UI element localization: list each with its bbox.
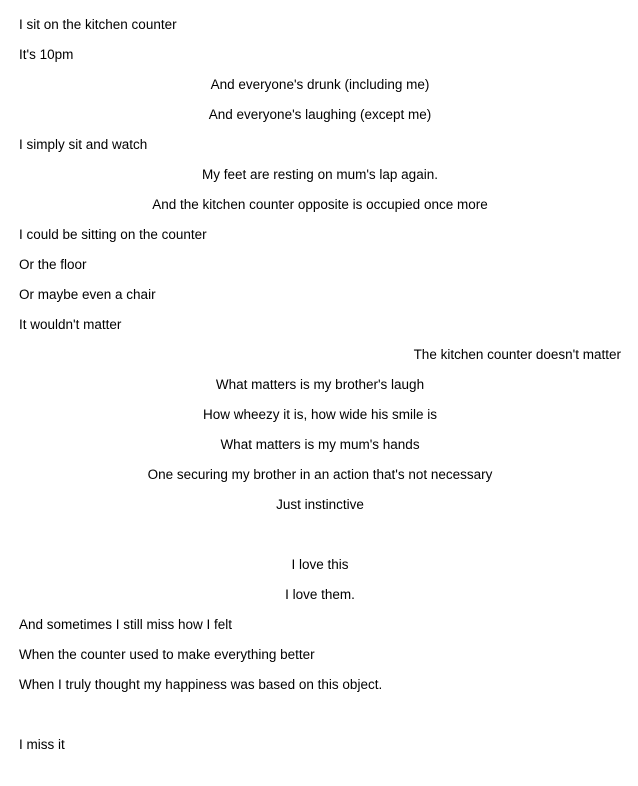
- poem-line-14: How wheezy it is, how wide his smile is: [202, 407, 438, 422]
- stanza-break: [19, 704, 621, 734]
- poem-line-13: What matters is my brother's laugh: [215, 377, 425, 392]
- poem-line-20: And sometimes I still miss how I felt: [19, 617, 233, 632]
- poem-line-17: Just instinctive: [276, 497, 364, 512]
- poem-line-12: The kitchen counter doesn't matter: [413, 347, 621, 362]
- poem-line-16: One securing my brother in an action that's not necessary: [147, 467, 493, 482]
- poem-line-21: When the counter used to make everything better: [19, 647, 315, 662]
- poem-line-6: My feet are resting on mum's lap again.: [202, 167, 438, 182]
- poem-line-2: It's 10pm: [19, 47, 74, 62]
- poem-line-18: I love this: [291, 557, 349, 572]
- poem-line-5: I simply sit and watch: [19, 137, 148, 152]
- poem-line-4: And everyone's laughing (except me): [208, 107, 432, 122]
- poem-line-10: Or maybe even a chair: [19, 287, 156, 302]
- poem-line-23: I miss it: [19, 737, 65, 752]
- stanza-break: [19, 524, 621, 554]
- poem-line-22: When I truly thought my happiness was based on this object.: [19, 677, 383, 692]
- poem-line-7: And the kitchen counter opposite is occupied once more: [152, 197, 488, 212]
- poem-line-15: What matters is my mum's hands: [220, 437, 420, 452]
- poem-line-8: I could be sitting on the counter: [19, 227, 207, 242]
- poem-line-11: It wouldn't matter: [19, 317, 122, 332]
- poem-line-3: And everyone's drunk (including me): [210, 77, 430, 92]
- poem-document: [19, 14, 621, 764]
- poem-line-19: I love them.: [285, 587, 355, 602]
- poem-line-1: I sit on the kitchen counter: [19, 17, 177, 32]
- poem-line-9: Or the floor: [19, 257, 87, 272]
